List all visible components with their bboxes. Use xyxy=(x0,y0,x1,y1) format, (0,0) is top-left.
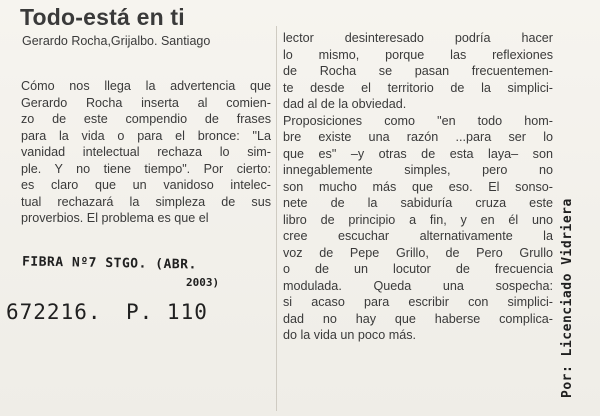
text-line: bre existe una razón ...para ser lo xyxy=(283,130,553,144)
text-line: voz de Pepe Grillo, de Pero Grullo xyxy=(283,245,553,260)
article-title: Todo-está en ti xyxy=(20,4,185,30)
text-line: ple. Y no tiene tiempo". Por cierto: xyxy=(21,161,271,176)
text-line: zo de este compendio de frases xyxy=(21,112,271,126)
text-line: libro de principio a fin, y en él uno xyxy=(283,212,553,227)
text-line: Gerardo Rocha inserta al comien- xyxy=(21,95,271,110)
handwritten-page-number: P. 110 xyxy=(126,300,208,324)
text-line: cree escuchar alternativamente la xyxy=(283,229,553,243)
text-line: modulada. Queda una sospecha: xyxy=(283,278,553,293)
text-line: lo mismo, porque las reflexiones xyxy=(283,47,553,62)
text-line: proverbios. El problema es que el xyxy=(21,211,209,225)
text-line: lector desinteresado podría hacer xyxy=(283,31,553,45)
text-line: dad no hay que haberse complica- xyxy=(283,311,553,326)
book-credits: Gerardo Rocha,Grijalbo. Santiago xyxy=(22,34,211,48)
text-line: Proposiciones como "en todo hom- xyxy=(283,113,553,128)
article-column-left xyxy=(21,78,271,227)
column-divider xyxy=(276,26,277,411)
text-line: tual rechazará la simpleza de sus xyxy=(21,194,271,209)
text-line: innegablemente simples, pero no xyxy=(283,163,553,177)
text-line: o de un locutor de frecuencia xyxy=(283,262,553,276)
text-line: es claro que un vanidoso intelec- xyxy=(21,178,271,192)
text-line: vanidad intelectual rechaza lo sim- xyxy=(21,145,271,159)
text-line: Cómo nos llega la advertencia que xyxy=(21,79,271,93)
text-line: si acaso para escribir con simplici- xyxy=(283,295,553,309)
handwritten-source-year: 2003) xyxy=(186,276,220,289)
text-line: de Rocha se pasan frecuentemen- xyxy=(283,64,553,78)
text-line: dad al de la obviedad. xyxy=(283,97,407,111)
text-line: nete de la sabiduría cruza este xyxy=(283,196,553,210)
handwritten-source-note: FIBRA Nº7 STGO. (ABR. xyxy=(21,254,197,273)
text-line: para la vida o para el bronce: "La xyxy=(21,128,271,143)
handwritten-reference-number: 672216. xyxy=(6,300,102,324)
article-column-right xyxy=(283,30,553,344)
text-line: son mucho más que eso. El sonso- xyxy=(283,179,553,194)
text-line: te desde el territorio de la simplici- xyxy=(283,80,553,95)
text-line: do la vida un poco más. xyxy=(283,328,417,342)
handwritten-reviewer-credit: Por: Licenciado Vidriera xyxy=(560,198,575,398)
text-line: que es" –y otras de esta laya– son xyxy=(283,146,553,161)
